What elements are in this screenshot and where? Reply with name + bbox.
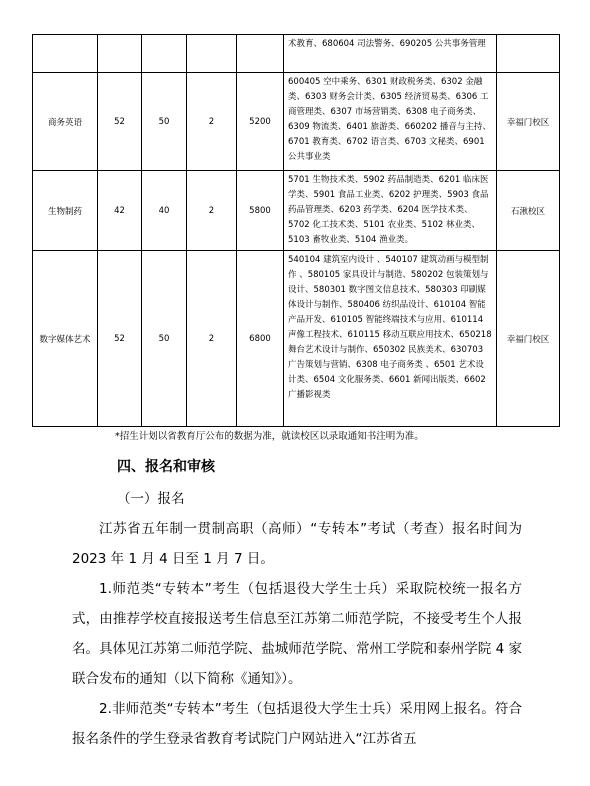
- campus-cell: 幸福门校区: [497, 251, 560, 427]
- plan-cell: 2: [187, 171, 237, 251]
- fee-cell: [237, 35, 284, 73]
- table-footnote: *招生计划以省教育厅公布的数据为准，就读校区以录取通知书注明为准。: [115, 431, 424, 442]
- plan-cell: 2: [187, 251, 237, 427]
- plan-cell: 52: [98, 251, 142, 427]
- table-row: [33, 73, 560, 171]
- body-text: [72, 514, 522, 754]
- requirement-cell: 5701 生物技术类、5902 药品制造类、6201 临床医学类、5901 食品工业类、6202 护理类、5903 食品药品管理类、6203 药学类、6204 医学技术类、5702 化工技术类、5101 农业类、5102 林业类、5103 畜牧业类、5104 渔业类。: [284, 171, 497, 251]
- paragraph: 1.师范类“专转本”考生（包括退役大学生士兵）采取院校统一报名方式，由推荐学校直接报送考生信息至江苏第二师范学院，不接受考生个人报名。具体见江苏第二师范学院、盐城师范学院、常州工学院和泰州学院 4 家联合发布的通知（以下简称《通知》）。: [72, 581, 522, 687]
- fee-cell: 6800: [237, 251, 284, 427]
- table-row: [33, 251, 560, 427]
- fee-cell: 5200: [237, 73, 284, 171]
- requirement-cell: 600405 空中乘务、6301 财政税务类、6302 金融类、6303 财务会计类、6305 经济贸易类、6306 工商管理类、6307 市场营销类、6308 电子商务类、6309 物流类、6401 旅游类、660202 播音与主持、6701 教育类、6702 语言类、6703 文秘类、6901 公共事业类: [284, 73, 497, 171]
- requirement-cell: 540104 建筑室内设计 、540107 建筑动画与模型制作 、580105 家具设计与制造、580202 包装策划与设计、580301 数字图文信息技术、580303 印刷媒体设计与制作、580406 纺织品设计、610104 智能产品开发、610105 智能终端技术与应用、610114 声像工程技术、610115 移动互联应用技术、650218 舞台艺术设计与制作、650302 民族美术、630703 广告策划与营销、6308 电子商务类 、6501 艺术设计类、6504 文化服务类、6601 新闻出版类、6602 广播影视类: [284, 251, 497, 427]
- plan-cell: 42: [98, 171, 142, 251]
- campus-cell: [497, 35, 560, 73]
- plan-cell: [187, 35, 237, 73]
- plan-cell: 52: [98, 73, 142, 171]
- plan-cell: [142, 35, 187, 73]
- fee-cell: 5800: [237, 171, 284, 251]
- major-cell: [33, 35, 98, 73]
- plan-cell: [98, 35, 142, 73]
- plan-cell: 2: [187, 73, 237, 171]
- campus-cell: 石湫校区: [497, 171, 560, 251]
- section-heading: 四、报名和审核: [117, 459, 215, 475]
- plan-cell: 50: [142, 73, 187, 171]
- major-cell: 生物制药: [33, 171, 98, 251]
- plan-cell: 40: [142, 171, 187, 251]
- major-cell: 商务英语: [33, 73, 98, 171]
- table-row: [33, 35, 560, 73]
- major-cell: 数字媒体艺术: [33, 251, 98, 427]
- plan-cell: 50: [142, 251, 187, 427]
- table-row: [33, 171, 560, 251]
- campus-cell: 幸福门校区: [497, 73, 560, 171]
- majors-table: [32, 34, 560, 427]
- paragraph: 2.非师范类“专转本”考生（包括退役大学生士兵）采用网上报名。符合报名条件的学生登录省教育考试院门户网站进入“江苏省五: [72, 701, 522, 747]
- paragraph: 江苏省五年制一贯制高职（高师）“专转本”考试（考查）报名时间为 2023 年 1 月 4 日至 1 月 7 日。: [72, 521, 522, 567]
- requirement-cell: 术教育、680604 司法警务、690205 公共事务管理: [284, 35, 497, 73]
- subsection-heading: （一）报名: [117, 491, 185, 507]
